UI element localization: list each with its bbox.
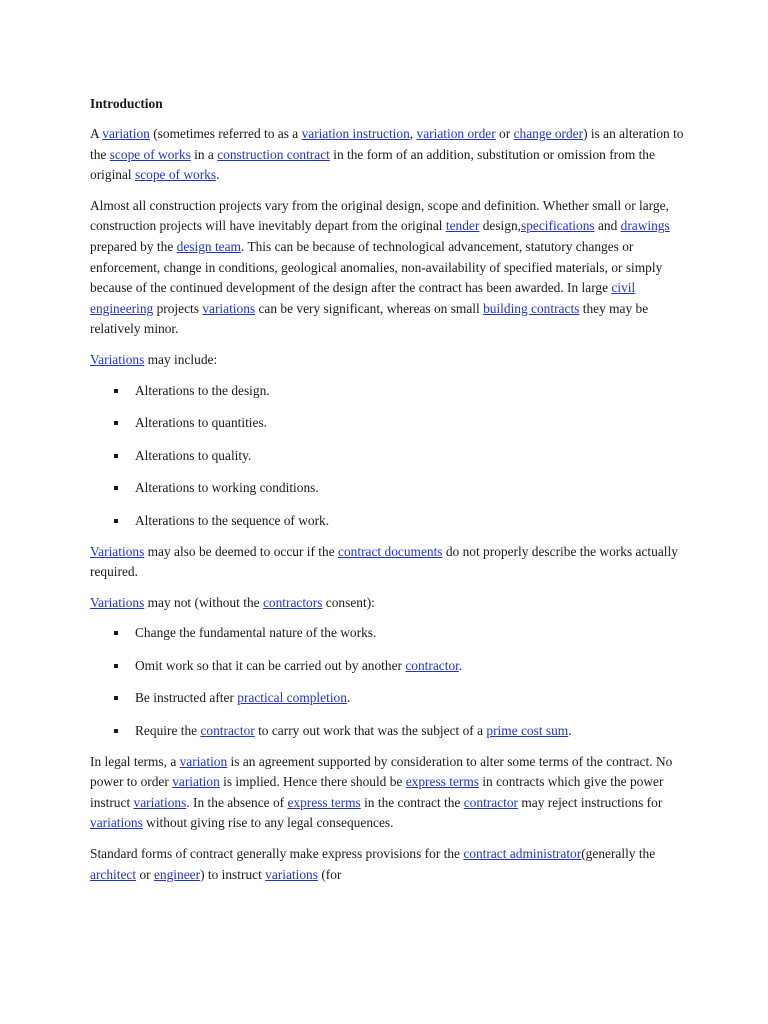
text-link[interactable]: contract documents <box>338 543 443 559</box>
text-link[interactable]: contractor <box>405 657 459 673</box>
text-link[interactable]: Variations <box>90 351 145 367</box>
paragraph-deemed: Variations may also be deemed to occur if the contract documents do not properly describe the works actually required. <box>90 543 678 580</box>
paragraph-legal-terms: In legal terms, a variation is an agreement supported by consideration to alter some terms of the contract. No power to order variation is implied. Hence there should be express terms in contracts which give the power instruct variations. In the absence of express terms in the contract the contractor may reject instructions for variations without giving rise to any legal consequences. <box>90 753 673 831</box>
paragraph-standard-forms: Standard forms of contract generally make express provisions for the contract administrator(generally the architect or engineer) to instruct variations (for <box>90 846 656 882</box>
list-item: Alterations to working conditions. <box>90 478 684 499</box>
text-link[interactable]: specifications <box>521 218 595 234</box>
text-link[interactable]: variations <box>90 815 143 831</box>
paragraph-may-include: Variations may include: <box>90 351 218 367</box>
list-item: Require the contractor to carry out work that was the subject of a prime cost sum. <box>90 721 684 742</box>
list-item: Omit work so that it can be carried out by another contractor. <box>90 656 684 677</box>
text-link[interactable]: express terms <box>405 774 479 790</box>
text-link[interactable]: engineer <box>153 866 201 882</box>
text-link[interactable]: variation <box>172 774 220 790</box>
text-link[interactable]: civil engineering <box>90 280 636 316</box>
text-link[interactable]: design team <box>176 238 241 254</box>
document-body <box>90 94 684 895</box>
text-link[interactable]: variations <box>133 794 187 810</box>
text-link[interactable]: contractors <box>262 594 323 610</box>
text-link[interactable]: scope of works <box>135 167 217 183</box>
text-link[interactable]: drawings <box>620 218 670 234</box>
text-link[interactable]: variation order <box>416 126 496 141</box>
text-link[interactable]: contract administrator <box>463 846 582 862</box>
text-link[interactable]: tender <box>445 218 480 234</box>
text-link[interactable]: Variations <box>90 543 145 559</box>
text-link[interactable]: contractor <box>200 723 255 739</box>
text-link[interactable]: variations <box>202 300 256 316</box>
text-link[interactable]: variation <box>102 126 150 141</box>
text-link[interactable]: express terms <box>287 794 361 810</box>
list-item: Change the fundamental nature of the works. <box>90 623 684 644</box>
text-link[interactable]: scope of works <box>109 146 191 162</box>
paragraph-definition: A variation (sometimes referred to as a variation instruction, variation order or change order) is an alteration to the scope of works in a construction contract in the form of an addition, substitution or omission from the original scope of works. <box>90 126 684 183</box>
text-link[interactable]: prime cost sum <box>486 723 569 739</box>
text-link[interactable]: practical completion <box>237 690 347 706</box>
paragraph-may-not: Variations may not (without the contractors consent): <box>90 594 375 610</box>
list-item: Alterations to the sequence of work. <box>90 511 684 532</box>
text-link[interactable]: variation <box>179 753 228 769</box>
list-item: Alterations to quantities. <box>90 413 684 434</box>
list-item: Be instructed after practical completion. <box>90 688 684 709</box>
list-variations-may-not <box>90 623 684 741</box>
list-item: Alterations to quality. <box>90 446 684 467</box>
text-link[interactable]: variation instruction <box>301 126 410 141</box>
text-link[interactable]: building contracts <box>483 300 580 316</box>
section-heading: Introduction <box>90 96 163 111</box>
text-link[interactable]: construction contract <box>217 146 330 162</box>
text-link[interactable]: change order <box>513 126 584 141</box>
text-link[interactable]: Variations <box>90 594 145 610</box>
text-link[interactable]: contractor <box>463 794 519 810</box>
text-link[interactable]: variations <box>265 866 318 882</box>
list-variations-include <box>90 381 684 532</box>
list-item: Alterations to the design. <box>90 381 684 402</box>
text-link[interactable]: architect <box>90 866 137 882</box>
paragraph-causes: Almost all construction projects vary from the original design, scope and definition. Whether small or large, construction projects will have inevitably depart from the original tender design,specifications and drawings prepared by the design team. This can be because of technological advancement, statutory changes or enforcement, change in conditions, geological anomalies, non-availability of specified materials, or simply because of the continued development of the design after the contract has been awarded. In large civil engineering projects variations can be very significant, whereas on small building contracts they may be relatively minor. <box>90 197 670 337</box>
